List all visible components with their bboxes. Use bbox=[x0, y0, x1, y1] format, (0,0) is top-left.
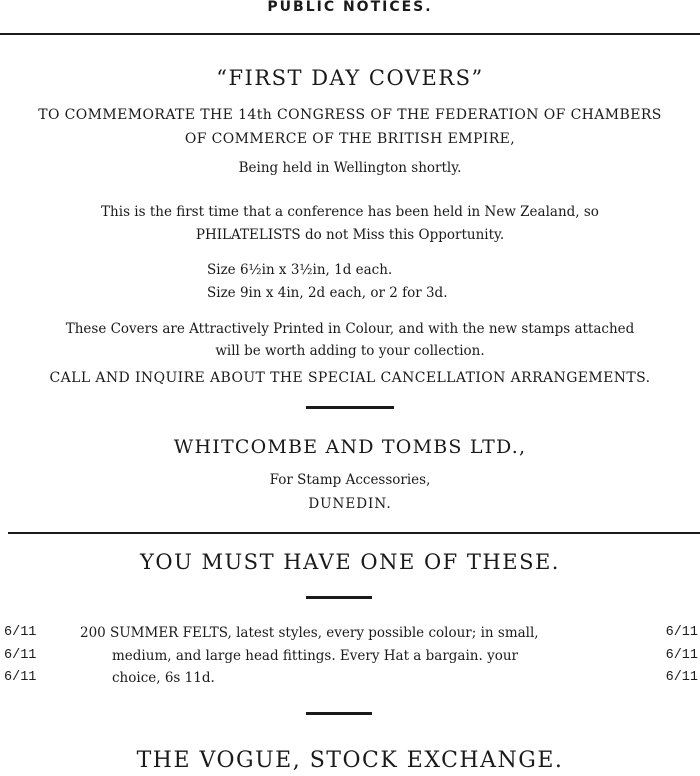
price-left-3: 6/11 bbox=[4, 670, 37, 685]
notice-title: “FIRST DAY COVERS” bbox=[216, 66, 484, 90]
vogue-footer: THE VOGUE, STOCK EXCHANGE. bbox=[136, 748, 564, 773]
price-right-2: 6/11 bbox=[665, 648, 698, 663]
stamp-accessories-line: For Stamp Accessories, bbox=[269, 472, 431, 488]
conference-line: This is the first time that a conference has been held in New Zealand, so bbox=[101, 204, 599, 220]
city-line: DUNEDIN. bbox=[308, 496, 392, 512]
philatelists-line: PHILATELISTS do not Miss this Opportunity. bbox=[195, 227, 505, 243]
company-name: WHITCOMBE AND TOMBS LTD., bbox=[173, 436, 527, 458]
felts-line-1: 200 SUMMER FELTS, latest styles, every possible colour; in small, bbox=[80, 625, 539, 641]
wellington-line: Being held in Wellington shortly. bbox=[238, 160, 462, 176]
short-rule-2 bbox=[306, 596, 372, 599]
notice-divider bbox=[8, 532, 700, 534]
price-right-3: 6/11 bbox=[665, 670, 698, 685]
notice2-title: YOU MUST HAVE ONE OF THESE. bbox=[140, 550, 560, 574]
price-left-1: 6/11 bbox=[4, 625, 37, 640]
collection-line: will be worth adding to your collection. bbox=[215, 343, 485, 359]
size-small-line: Size 6½in x 3½in, 1d each. bbox=[207, 262, 393, 278]
short-rule bbox=[306, 406, 394, 409]
price-right-1: 6/11 bbox=[665, 625, 698, 640]
price-left-2: 6/11 bbox=[4, 648, 37, 663]
felts-line-2: medium, and large head fittings. Every Hat a bargain. your bbox=[112, 648, 518, 664]
commerce-line: OF COMMERCE OF THE BRITISH EMPIRE, bbox=[184, 131, 516, 147]
header-rule bbox=[0, 33, 700, 35]
call-inquire-line: CALL AND INQUIRE ABOUT THE SPECIAL CANCELLATION ARRANGEMENTS. bbox=[49, 370, 651, 386]
commemorate-line: TO COMMEMORATE THE 14th CONGRESS OF THE FEDERATION OF CHAMBERS bbox=[38, 107, 662, 123]
short-rule-3 bbox=[306, 712, 372, 715]
size-large-line: Size 9in x 4in, 2d each, or 2 for 3d. bbox=[207, 285, 448, 301]
felts-line-3: choice, 6s 11d. bbox=[112, 670, 215, 686]
section-header: PUBLIC NOTICES. bbox=[267, 0, 433, 15]
covers-line: These Covers are Attractively Printed in Colour, and with the new stamps attached bbox=[65, 321, 635, 337]
